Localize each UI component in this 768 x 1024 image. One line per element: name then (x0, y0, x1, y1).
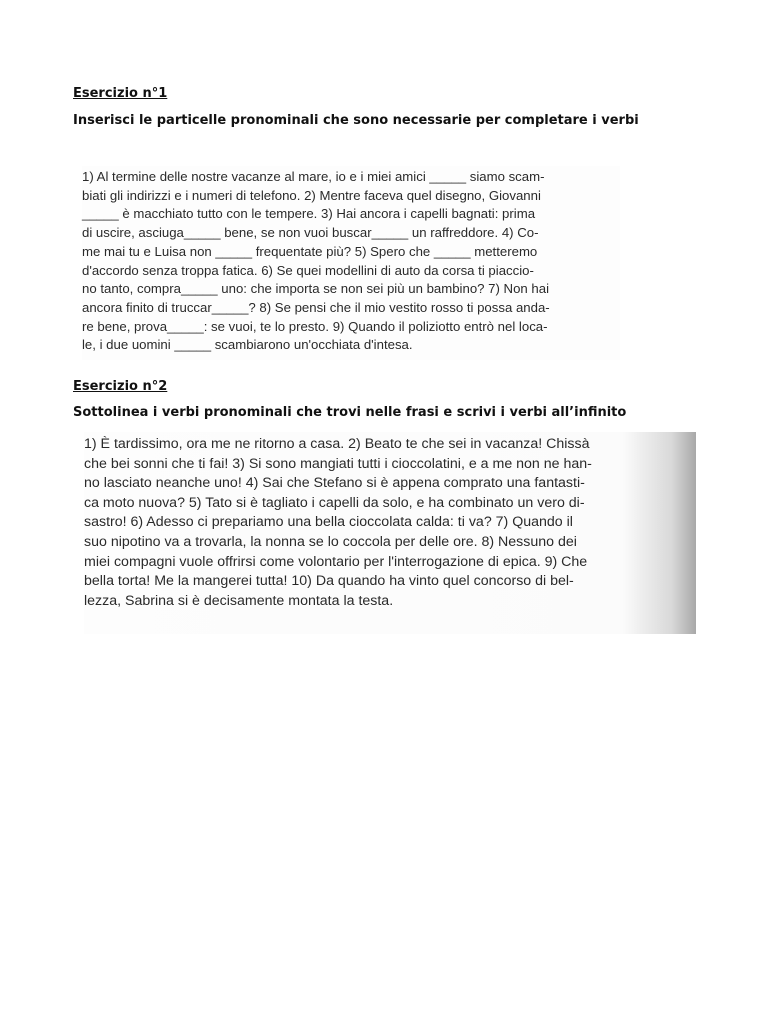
exercise-1-line: d'accordo senza troppa fatica. 6) Se quei modellini di auto da corsa ti piaccio- (82, 262, 534, 278)
exercise-2-line: 1) È tardissimo, ora me ne ritorno a casa. 2) Beato te che sei in vacanza! Chissà (84, 436, 590, 452)
exercise-1-line: biati gli indirizzi e i numeri di telefono. 2) Mentre faceva quel disegno, Giovanni (82, 187, 541, 203)
exercise-2-line: lezza, Sabrina si è decisamente montata la testa. (84, 592, 394, 609)
exercise-2-instruction: Sottolinea i verbi pronominali che trovi nelle frasi e scrivi i verbi all’infinito (73, 405, 627, 420)
exercise-1-instruction: Inserisci le particelle pronominali che sono necessarie per completare i verbi (73, 113, 639, 128)
exercise-2-line: sastro! 6) Adesso ci prepariamo una bella cioccolata calda: ti va? 7) Quando il (84, 514, 573, 531)
exercise-2-line: bella torta! Me la mangerei tutta! 10) Da quando ha vinto quel concorso di bel- (84, 573, 574, 590)
exercise-1-line: _____ è macchiato tutto con le tempere. 3) Hai ancora i capelli bagnati: prima (82, 206, 536, 222)
exercise-1-line: no tanto, compra_____ uno: che importa se non sei più un bambino? 7) Non hai (82, 281, 549, 297)
exercise-2-line: ca moto nuova? 5) Tato si è tagliato i capelli da solo, e ha combinato un vero di- (84, 494, 585, 511)
exercise-2-line: no lasciato neanche uno! 4) Sai che Stefano si è appena comprato una fantasti- (84, 475, 585, 492)
exercise-1-line: me mai tu e Luisa non _____ frequentate più? 5) Spero che _____ metteremo (82, 243, 538, 259)
exercise-2-line: che bei sonni che ti fai! 3) Si sono mangiati tutti i cioccolatini, e a me non ne han- (84, 455, 592, 472)
exercise-1-scanned-text (82, 166, 620, 360)
exercise-2-line: suo nipotino va a trovarla, la nonna se lo coccola per delle ore. 8) Nessuno dei (84, 533, 577, 550)
exercise-2-scanned-text (84, 432, 696, 634)
exercise-1-line: re bene, prova_____: se vuoi, te lo presto. 9) Quando il poliziotto entrò nel loca- (82, 318, 548, 334)
exercise-1-line: 1) Al termine delle nostre vacanze al mare, io e i miei amici _____ siamo scam- (82, 169, 545, 184)
exercise-2-title: Esercizio n°2 (73, 379, 168, 394)
exercise-1-line: di uscire, asciuga_____ bene, se non vuoi buscar_____ un raffreddore. 4) Co- (82, 225, 539, 241)
exercise-1-line: ancora finito di truccar_____? 8) Se pensi che il mio vestito rosso ti possa anda- (82, 299, 550, 315)
exercise-1-title: Esercizio n°1 (73, 86, 168, 101)
exercise-2-line: miei compagni vuole offrirsi come volontario per l'interrogazione di epica. 9) Che (84, 553, 588, 570)
exercise-1-line: le, i due uomini _____ scambiarono un'occhiata d'intesa. (82, 337, 413, 353)
